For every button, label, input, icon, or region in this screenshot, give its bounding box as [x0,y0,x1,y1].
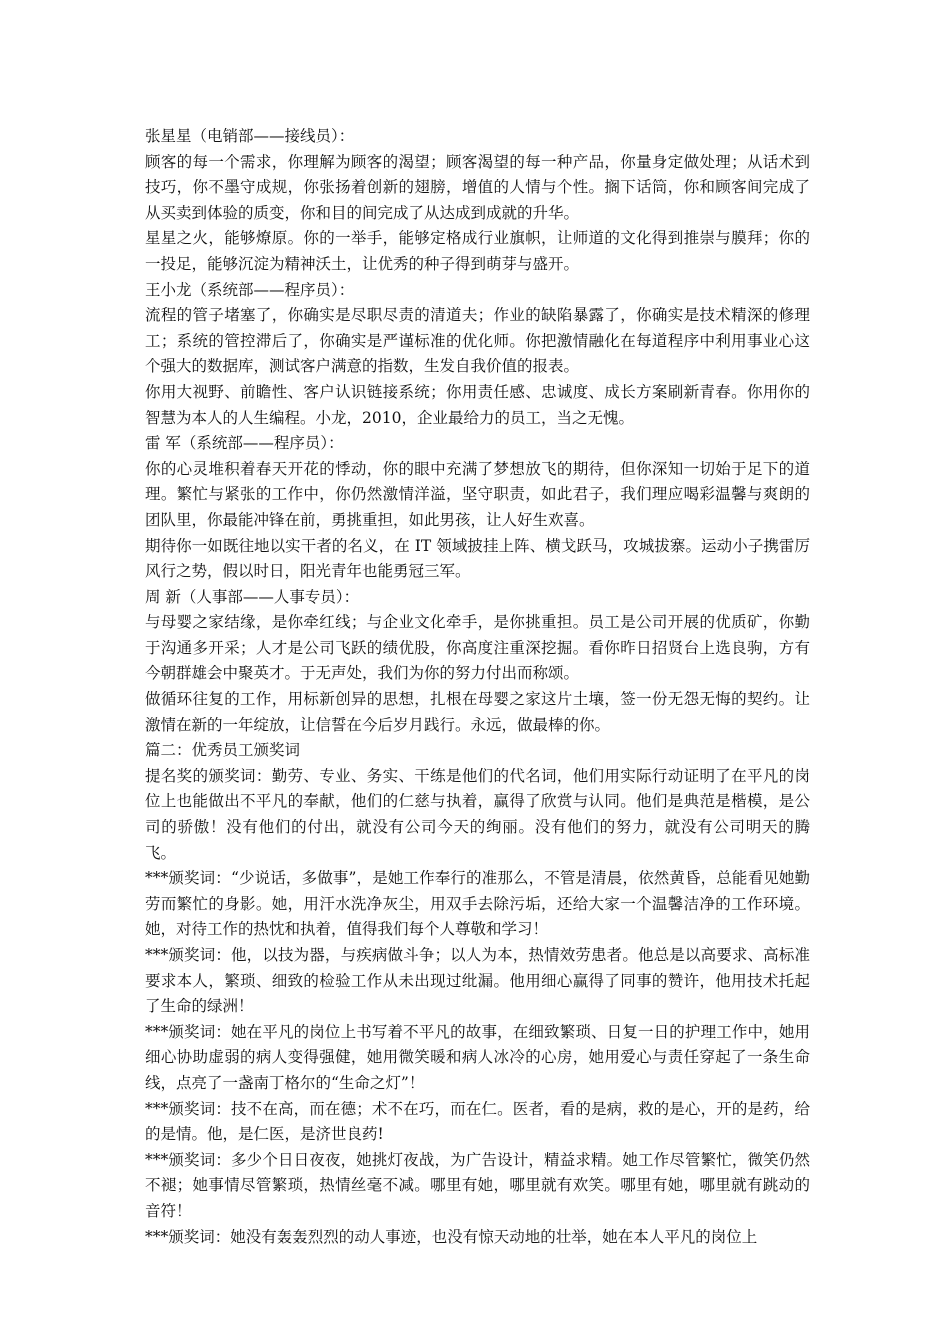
paragraph-wang-xiaolong-1: 流程的管子堵塞了，你确实是尽职尽责的清道夫；作业的缺陷暴露了，你确实是技术精深的修理工；系统的管控滞后了，你确实是严谨标准的优化师。你把激情融化在每道程序中利用事业心这个强大的数据库，测试客户满意的指数，生发自我价值的报表。 [145,306,810,376]
paragraph-zhou-xin-2: 做循环往复的工作，用标新创异的思想，扎根在母婴之家这片土壤，签一份无怨无悔的契约。让激情在新的一年绽放，让信誓在今后岁月践行。永远，做最棒的你。 [145,690,810,734]
heading-section-two: 篇二：优秀员工颁奖词 [145,741,301,760]
paragraph-zhou-xin-1: 与母婴之家结缘，是你牵红线；与企业文化牵手，是你挑重担。员工是公司开展的优质矿，你勤于沟通多开采；人才是公司飞跃的绩优股，你高度注重深挖掘。看你昨日招贤台上选良驹，方有今朝群雄会中聚英才。于无声处，我们为你的努力付出而称颂。 [145,613,810,683]
heading-lei-jun: 雷 军（系统部——程序员）： [145,434,344,453]
paragraph-lei-jun-2: 期待你一如既往地以实干者的名义，在 IT 领域披挂上阵、横戈跃马，攻城拔寨。运动小子携雷厉风行之势，假以时日，阳光青年也能勇冠三军。 [145,536,810,581]
document-body [145,124,810,1250]
paragraph-award-2: ***颁奖词：他，以技为器，与疾病做斗争；以人为本，热情效劳患者。他总是以高要求、高标准要求本人，繁琐、细致的检验工作从未出现过纰漏。他用细心赢得了同事的赞许，他用技术托起了生命的绿洲！ [145,946,810,1016]
paragraph-nomination-award: 提名奖的颁奖词：勤劳、专业、务实、干练是他们的代名词，他们用实际行动证明了在平凡的岗位上也能做出不平凡的奉献，他们的仁慈与执着，赢得了欣赏与认同。他们是典范是楷模，是公司的骄傲！没有他们的付出，就没有公司今天的绚丽。没有他们的努力，就没有公司明天的腾飞。 [145,766,810,862]
paragraph-award-5: ***颁奖词：多少个日日夜夜，她挑灯夜战，为广告设计，精益求精。她工作尽管繁忙，微笑仍然不褪；她事情尽管繁琐，热情丝毫不减。哪里有她，哪里就有欢笑。哪里有她，哪里就有跳动的音符！ [145,1150,810,1220]
heading-zhang-xingxing: 张星星（电销部——接线员）： [145,127,355,145]
paragraph-zhang-xingxing-2: 星星之火，能够燎原。你的一举手，能够定格成行业旗帜，让师道的文化得到推崇与膜拜；你的一投足，能够沉淀为精神沃土，让优秀的种子得到萌芽与盛开。 [145,229,810,273]
paragraph-zhang-xingxing-1: 顾客的每一个需求，你理解为顾客的渴望；顾客渴望的每一种产品，你量身定做处理；从话术到技巧，你不墨守成规，你张扬着创新的翅膀，增值的人情与个性。搁下话筒，你和顾客间完成了从买卖到体验的质变，你和目的间完成了从达成到成就的升华。 [145,152,810,222]
paragraph-award-1: ***颁奖词：“少说话，多做事”，是她工作奉行的准那么，不管是清晨，依然黄昏，总能看见她勤劳而繁忙的身影。她，用汗水洗净灰尘，用双手去除污垢，还给大家一个温馨洁净的工作环境。她，对待工作的热忱和执着，值得我们每个人尊敬和学习！ [145,869,810,939]
paragraph-lei-jun-1: 你的心灵堆积着春天开花的悸动，你的眼中充满了梦想放飞的期待，但你深知一切始于足下的道理。繁忙与紧张的工作中，你仍然激情洋溢，坚守职责，如此君子，我们理应喝彩温馨与爽朗的团队里，你最能冲锋在前，勇挑重担，如此男孩，让人好生欢喜。 [145,459,810,529]
paragraph-award-3: ***颁奖词：她在平凡的岗位上书写着不平凡的故事，在细致繁琐、日复一日的护理工作中，她用细心协助虚弱的病人变得强健，她用微笑暖和病人冰冷的心房，她用爱心与责任穿起了一条生命线，点亮了一盏南丁格尔的“生命之灯”！ [145,1022,810,1092]
paragraph-award-6: ***颁奖词：她没有轰轰烈烈的动人事迹，也没有惊天动地的壮举，她在本人平凡的岗位上 [145,1227,758,1246]
paragraph-wang-xiaolong-2: 你用大视野、前瞻性、客户认识链接系统；你用责任感、忠诚度、成长方案刷新青春。你用你的智慧为本人的人生编程。小龙，2010，企业最给力的员工，当之无愧。 [145,382,810,427]
heading-zhou-xin: 周 新（人事部——人事专员）： [145,587,360,606]
heading-wang-xiaolong: 王小龙（系统部——程序员）： [145,280,355,299]
paragraph-award-4: ***颁奖词：技不在高，而在德；术不在巧，而在仁。医者，看的是病，救的是心，开的是药，给的是情。他，是仁医，是济世良药! [145,1099,810,1144]
